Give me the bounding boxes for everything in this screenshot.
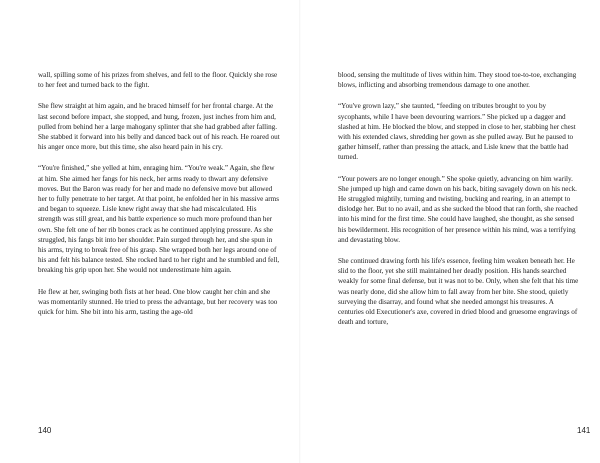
page-number-left: 140: [38, 426, 52, 435]
paragraph: wall, spilling some of his prizes from shelves, and fell to the floor. Quickly she rose to her feet and turned back to the fight.: [38, 71, 278, 90]
left-page-text: [38, 70, 280, 328]
paragraph: She continued drawing forth his life's essence, feeling him weaken beneath her. He slid to the floor, yet she still maintained her deadly position. His hands searched weakly for some final defense, but it was not to be. Only, when she felt that his time was nearly done, did she allow him to fall away from her bite. She stood, quietly surveying the disarray, and found what she needed amongst his treasures. A centuries old Executioner's axe, covered in dried blood and gruesome engravings of death and torture,: [338, 257, 579, 327]
paragraph: “You've grown lazy,” she taunted, “feeding on tributes brought to you by sycophants, while I have been devouring warriors.” She picked up a dagger and slashed at him. He blocked the blow, and stepped in close to her, stabbing her chest with his extended claws, shredding her gown as she pulled away. But he paused to gather himself, rather than pressing the attack, and Lisle knew that the battle had turned.: [338, 102, 576, 162]
right-page: [300, 0, 600, 463]
page-number-right: 141: [577, 426, 591, 435]
paragraph: She flew straight at him again, and he braced himself for her frontal charge. At the last second before impact, she stopped, and hung, frozen, just inches from him and, pulled from behind her a large mahogany splinter that she had grabbed after falling. She stabbed it forward into his belly and danced back out of his reach. He roared out his anger once more, but this time, she also heard pain in his cry.: [38, 102, 280, 152]
paragraph: blood, sensing the multitude of lives within him. They stood toe-to-toe, exchanging blows, inflicting and absorbing tremendous damage to one another.: [338, 71, 577, 90]
paragraph: “You're finished,” she yelled at him, enraging him. “You're weak.” Again, she flew at him. She aimed her fangs for his neck, her arms ready to thwart any defensive moves. But the Baron was ready for her and made no defensive move but allowed her to fully penetrate to her target. At that point, he enfolded her in his massive arms and began to squeeze. Lisle knew right away that she had miscalculated. His strength was still great, and his battle experience so much more profound than her own. She felt one of her rib bones crack as he continued applying pressure. As she struggled, his fangs bit into her shoulder. Pain surged through her, and she spun in his arms, trying to break free of his grasp. She wrapped both her legs around one of his and felt his balance tested. She rocked hard to her right and he stumbled and fell, breaking his grip upon her. She would not underestimate him again.: [38, 164, 280, 275]
paragraph: “Your powers are no longer enough.” She spoke quietly, advancing on him warily. She jumped up high and came down on his back, biting savagely down on his neck. He struggled mightily, turning and twisting, bucking and rearing, in an attempt to dislodge her. But to no avail, and as she sucked the blood that ran forth, she reached into his mind for the first time. She could have laughed, she thought, as she sensed his bewilderment. His recognition of her presence within his mind, was a terrifying and devastating blow.: [338, 174, 578, 244]
paragraph: He flew at her, swinging both fists at her head. One blow caught her chin and she was momentarily stunned. He tried to press the advantage, but her recovery was too quick for him. She bit into his arm, tasting the age-old: [38, 287, 278, 317]
right-page-text: [338, 70, 580, 338]
